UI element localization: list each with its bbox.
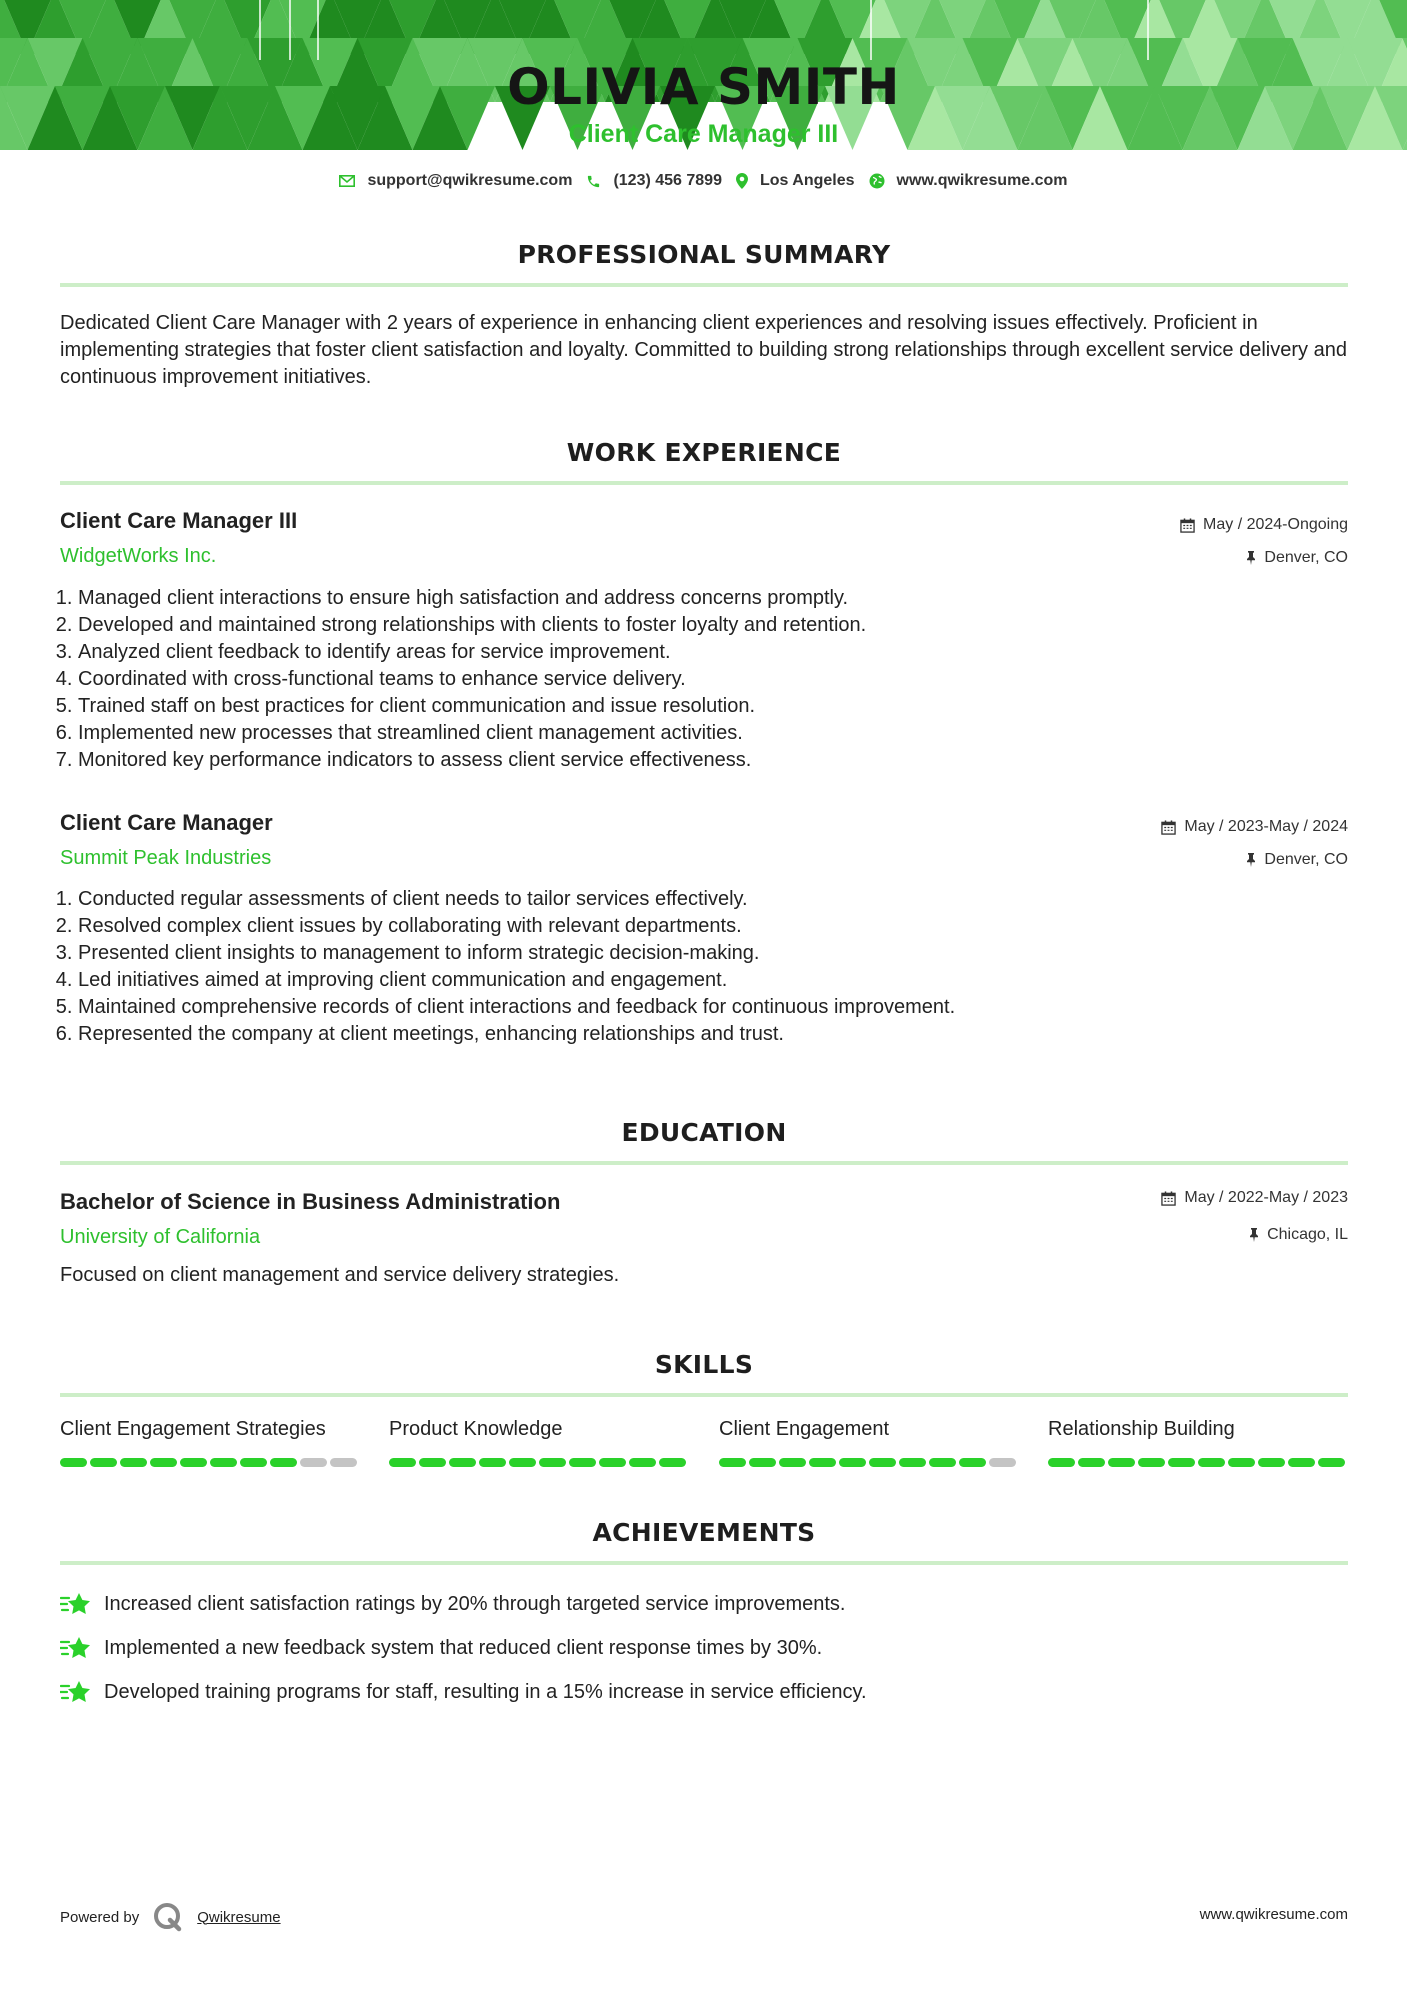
footer-website[interactable]: www.qwikresume.com	[1199, 1906, 1348, 1923]
education-description: Focused on client management and service delivery strategies.	[60, 1264, 620, 1286]
skill-segment-filled	[539, 1458, 566, 1467]
duty-item: 3. Presented client insights to management to inform strategic decision-making.	[78, 940, 955, 967]
skill-segment-filled	[449, 1458, 476, 1467]
skill-segment-filled	[599, 1458, 626, 1467]
skill-segment-filled	[60, 1458, 87, 1467]
school-name: University of California	[60, 1226, 261, 1248]
skill-segment-filled	[1318, 1458, 1345, 1467]
skill-segment-filled	[659, 1458, 686, 1467]
duty-list	[54, 886, 955, 1048]
contact-bar	[0, 172, 1407, 190]
duty-item: 5. Trained staff on best practices for client communication and issue resolution.	[78, 693, 866, 720]
skills-heading: SKILLS	[654, 1350, 754, 1379]
skill-segment-filled	[389, 1458, 416, 1467]
location-text: Denver, CO	[1264, 851, 1348, 868]
duty-item: 6. Implemented new processes that streamlined client management activities.	[78, 720, 866, 747]
skill-item	[719, 1418, 1019, 1441]
skill-segment-filled	[629, 1458, 656, 1467]
powered-by-label: Powered by	[60, 1908, 140, 1926]
skill-segment-filled	[509, 1458, 536, 1467]
duty-item: 5. Maintained comprehensive records of client interactions and feedback for continuous improvement.	[78, 994, 955, 1021]
duty-item: 1. Managed client interactions to ensure high satisfaction and address concerns promptly.	[78, 585, 866, 612]
skill-segment-filled	[1228, 1458, 1255, 1467]
job-title: Client Care Manager III	[60, 508, 298, 533]
degree-title: Bachelor of Science in Business Administration	[60, 1189, 561, 1214]
contact-website[interactable]	[869, 172, 1068, 190]
skill-segment-filled	[809, 1458, 836, 1467]
experience-heading: WORK EXPERIENCE	[566, 438, 842, 467]
skill-item	[389, 1418, 689, 1441]
skill-name: Client Engagement	[719, 1418, 890, 1440]
job-location	[1246, 851, 1348, 869]
skill-level-bar	[1048, 1458, 1345, 1467]
company-name: WidgetWorks Inc.	[60, 545, 217, 567]
section-divider	[60, 1561, 1348, 1565]
map-pin-icon	[736, 173, 748, 189]
skill-segment-filled	[1168, 1458, 1195, 1467]
job-dates	[1180, 516, 1348, 534]
calendar-icon	[1161, 1191, 1176, 1206]
location-text: Los Angeles	[759, 172, 855, 189]
contact-phone[interactable]	[586, 172, 722, 190]
calendar-icon	[1161, 820, 1176, 835]
skill-segment-filled	[959, 1458, 986, 1467]
job-title: Client Care Manager	[60, 810, 273, 835]
footer-branding	[60, 1902, 281, 1932]
skill-segment-filled	[569, 1458, 596, 1467]
qwikresume-link[interactable]: Qwikresume	[197, 1908, 281, 1926]
achievements-heading: ACHIEVEMENTS	[592, 1518, 816, 1547]
star-icon	[60, 1678, 92, 1706]
skill-level-bar	[60, 1458, 357, 1467]
education-dates	[1161, 1189, 1348, 1207]
summary-text: Dedicated Client Care Manager with 2 years of experience in enhancing client experiences and resolving issues effectively. Proficient in implementing strategies that foster client satisfaction and loyalty. Committed to building strong relationships through excellent service delivery and continuous improvement initiatives.	[60, 312, 1347, 388]
skill-segment-filled	[120, 1458, 147, 1467]
skill-segment-filled	[419, 1458, 446, 1467]
skill-segment-empty	[300, 1458, 327, 1467]
pushpin-icon	[1249, 1228, 1259, 1242]
location-text: Denver, CO	[1264, 549, 1348, 566]
email-text: support@qwikresume.com	[367, 172, 573, 189]
achievement-text: Developed training programs for staff, resulting in a 15% increase in service efficiency.	[104, 1680, 867, 1703]
skill-segment-filled	[210, 1458, 237, 1467]
duty-item: 4. Coordinated with cross-functional teams to enhance service delivery.	[78, 666, 866, 693]
skill-segment-filled	[839, 1458, 866, 1467]
pushpin-icon	[1246, 551, 1256, 565]
duty-item: 2. Developed and maintained strong relationships with clients to foster loyalty and retention.	[78, 612, 866, 639]
skill-segment-filled	[180, 1458, 207, 1467]
skill-segment-filled	[270, 1458, 297, 1467]
contact-location	[736, 172, 855, 190]
achievement-text: Implemented a new feedback system that reduced client response times by 30%.	[104, 1636, 823, 1659]
skill-segment-filled	[1138, 1458, 1165, 1467]
section-divider	[60, 1393, 1348, 1397]
candidate-name: OLIVIA SMITH	[507, 58, 900, 116]
dates-text: May / 2024-Ongoing	[1203, 516, 1348, 533]
globe-icon	[869, 173, 885, 189]
skill-name: Client Engagement Strategies	[60, 1418, 326, 1440]
skill-segment-filled	[1048, 1458, 1075, 1467]
achievement-item	[60, 1634, 822, 1662]
calendar-icon	[1180, 518, 1195, 533]
skill-segment-filled	[869, 1458, 896, 1467]
achievement-item	[60, 1590, 845, 1618]
website-text: www.qwikresume.com	[896, 172, 1068, 189]
duty-list	[54, 585, 866, 774]
skill-item	[1048, 1418, 1348, 1441]
education-heading: EDUCATION	[621, 1118, 787, 1147]
section-divider	[60, 481, 1348, 485]
contact-email[interactable]	[339, 172, 572, 190]
skill-segment-filled	[1258, 1458, 1285, 1467]
skill-segment-filled	[899, 1458, 926, 1467]
pushpin-icon	[1246, 853, 1256, 867]
skill-segment-filled	[479, 1458, 506, 1467]
skill-level-bar	[719, 1458, 1016, 1467]
duty-item: 4. Led initiatives aimed at improving client communication and engagement.	[78, 967, 955, 994]
skill-item	[60, 1418, 360, 1441]
section-divider	[60, 283, 1348, 287]
duty-item: 7. Monitored key performance indicators to assess client service effectiveness.	[78, 747, 866, 774]
star-icon	[60, 1634, 92, 1662]
skill-segment-filled	[929, 1458, 956, 1467]
skill-segment-filled	[240, 1458, 267, 1467]
skill-segment-empty	[989, 1458, 1016, 1467]
duty-item: 2. Resolved complex client issues by collaborating with relevant departments.	[78, 913, 955, 940]
summary-heading: PROFESSIONAL SUMMARY	[517, 240, 891, 269]
phone-icon	[586, 174, 601, 189]
skill-segment-filled	[1288, 1458, 1315, 1467]
star-icon	[60, 1590, 92, 1618]
candidate-role: Client Care Manager III	[568, 120, 839, 148]
dates-text: May / 2023-May / 2024	[1184, 818, 1348, 835]
skill-segment-filled	[779, 1458, 806, 1467]
skill-segment-filled	[150, 1458, 177, 1467]
qwikresume-logo-icon	[153, 1902, 183, 1932]
envelope-icon	[339, 175, 355, 187]
skill-level-bar	[389, 1458, 686, 1467]
education-location	[1249, 1226, 1348, 1244]
dates-text: May / 2022-May / 2023	[1184, 1189, 1348, 1206]
achievement-text: Increased client satisfaction ratings by 20% through targeted service improvements.	[104, 1592, 846, 1615]
company-name: Summit Peak Industries	[60, 847, 272, 869]
location-text: Chicago, IL	[1267, 1226, 1348, 1243]
job-dates	[1161, 818, 1348, 836]
skill-segment-filled	[749, 1458, 776, 1467]
skill-segment-empty	[330, 1458, 357, 1467]
skill-name: Relationship Building	[1048, 1418, 1235, 1440]
skill-segment-filled	[90, 1458, 117, 1467]
duty-item: 1. Conducted regular assessments of client needs to tailor services effectively.	[78, 886, 955, 913]
skill-segment-filled	[1198, 1458, 1225, 1467]
section-divider	[60, 1161, 1348, 1165]
achievement-item	[60, 1678, 867, 1706]
phone-text: (123) 456 7899	[613, 172, 722, 189]
job-location	[1246, 549, 1348, 567]
duty-item: 3. Analyzed client feedback to identify areas for service improvement.	[78, 639, 866, 666]
skill-segment-filled	[1078, 1458, 1105, 1467]
duty-item: 6. Represented the company at client meetings, enhancing relationships and trust.	[78, 1021, 955, 1048]
skill-name: Product Knowledge	[389, 1418, 563, 1440]
skill-segment-filled	[719, 1458, 746, 1467]
skill-segment-filled	[1108, 1458, 1135, 1467]
